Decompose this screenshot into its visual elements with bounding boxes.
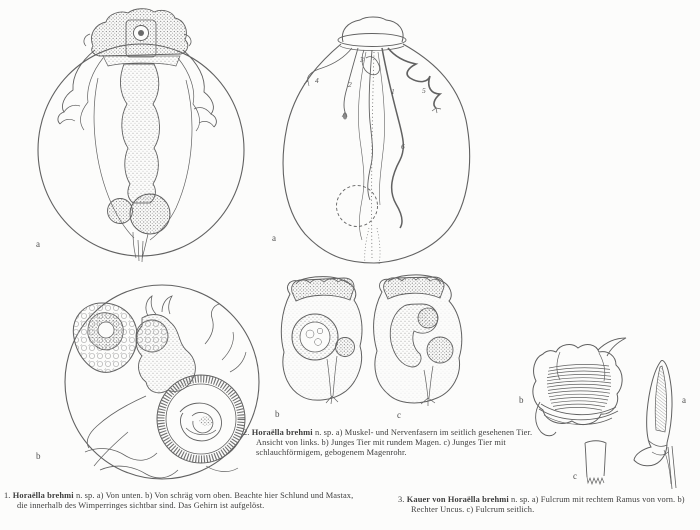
fibre-number-6: 6 xyxy=(401,142,405,151)
fig2c-label: c xyxy=(397,410,401,420)
caption-1-species: Horaëlla brehmi xyxy=(12,491,74,500)
fibre-number-4: 4 xyxy=(315,76,319,85)
fig2a-label: a xyxy=(272,233,276,243)
caption-2-text: n. sp. a) Muskel- und Nervenfasern im seitlich gesehenen Tier. Ansicht von links. b) Junges Tier mit rundem Magen. c) Junges Tier mit schlauchförmigem, gebogenem Magenrohr. xyxy=(256,428,533,457)
figure-2c-drawing xyxy=(374,275,462,406)
caption-2-number: 2. xyxy=(243,428,250,437)
fibre-number-1: 1 xyxy=(391,87,395,96)
fibre-number-2: 2 xyxy=(348,80,352,89)
caption-3-species: Kauer von Horaëlla brehmi xyxy=(406,495,509,504)
figure-2a-drawing xyxy=(283,17,470,264)
caption-3-text: n. sp. a) Fulcrum mit rechtem Ramus von vorn. b) Rechter Uncus. c) Fulcrum seitlich. xyxy=(411,495,685,514)
fibre-number-3: 3 xyxy=(360,55,364,64)
figure-3a-drawing xyxy=(634,360,676,489)
figure-2-caption xyxy=(243,428,546,457)
figure-1-caption xyxy=(4,491,365,511)
fibre-number-5: 5 xyxy=(422,86,426,95)
caption-1-text: n. sp. a) Von unten. b) Von schräg vorn oben. Beachte hier Schlund und Mastax, die innerhalb des Wimperringes sichtbar sind. Das Gehirn ist aufgelöst. xyxy=(17,491,354,510)
figure-3-caption xyxy=(398,495,700,515)
fig3c-label: c xyxy=(573,471,577,481)
figure-3c-drawing xyxy=(585,441,606,484)
caption-3-number: 3. xyxy=(398,495,405,504)
fig3a-label: a xyxy=(682,395,686,405)
caption-2-species: Horaëlla brehmi xyxy=(251,428,313,437)
fig1a-label: a xyxy=(36,239,40,249)
ramus-hatched-blade xyxy=(655,366,666,432)
figure-2b-drawing xyxy=(281,277,362,404)
fig2b-label: b xyxy=(275,409,280,419)
uncus-striations xyxy=(547,364,611,410)
dashed-stomach-outline xyxy=(337,186,378,227)
figure-1a-drawing xyxy=(38,9,244,262)
caption-1-number: 1. xyxy=(4,491,11,500)
fig3b-label: b xyxy=(519,395,524,405)
figure-1b-drawing xyxy=(65,285,259,479)
fig1b-label: b xyxy=(36,451,41,461)
figure-3b-drawing xyxy=(533,338,626,436)
